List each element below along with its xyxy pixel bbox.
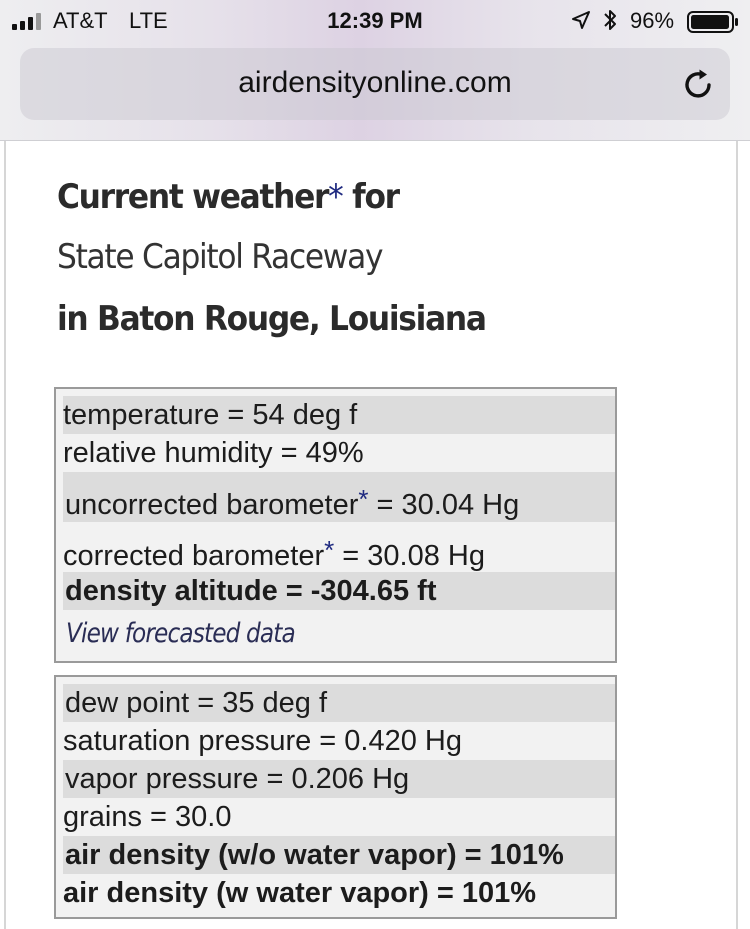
corrected-barometer-label: corrected barometer [63,540,325,572]
uncorrected-barometer-value: = 30.04 Hg [368,489,520,521]
grains-row: grains = 30.0 [63,801,232,833]
forecast-link[interactable]: View forecasted data [66,618,295,649]
track-name: State Capitol Raceway [57,237,383,277]
title-suffix: for [342,177,399,217]
humidity-row: relative humidity = 49% [63,437,364,469]
carrier-name: AT&T [53,8,108,33]
uncorrected-barometer-row [63,472,615,522]
bluetooth-icon [603,8,617,32]
battery-percentage: 96% [630,8,675,33]
density-altitude-row: density altitude = -304.65 ft [63,572,615,610]
location-arrow-icon [571,10,591,30]
reload-icon[interactable] [680,66,716,102]
page-title [57,177,399,217]
corrected-barometer-row [63,522,615,572]
temperature-row: temperature = 54 deg f [63,396,615,434]
vapor-pressure-row: vapor pressure = 0.206 Hg [63,760,615,798]
status-time: 12:39 PM [327,8,423,33]
battery-icon [687,11,739,33]
uncorrected-barometer-label: uncorrected barometer [65,489,359,521]
web-page [0,141,750,929]
track-location: in Baton Rouge, Louisiana [57,299,486,339]
corrected-barometer-value: = 30.08 Hg [334,540,485,572]
status-bar [0,0,750,42]
corrected-barometer-asterisk[interactable]: * [324,535,335,565]
saturation-pressure-row: saturation pressure = 0.420 Hg [63,725,462,757]
uncorrected-barometer-asterisk[interactable]: * [358,484,369,514]
air-density-wet-row: air density (w water vapor) = 101% [63,877,537,909]
dew-point-row: dew point = 35 deg f [63,684,615,722]
network-type: LTE [129,8,168,33]
current-weather-box [54,387,617,663]
browser-chrome [0,0,750,141]
forecast-link-row [63,612,615,654]
air-details-box [54,675,617,919]
air-density-dry-row: air density (w/o water vapor) = 101% [63,836,615,874]
address-bar[interactable] [20,48,730,120]
title-prefix: Current weather [57,177,329,217]
title-asterisk: * [328,177,343,217]
url-text[interactable]: airdensityonline.com [238,66,512,99]
